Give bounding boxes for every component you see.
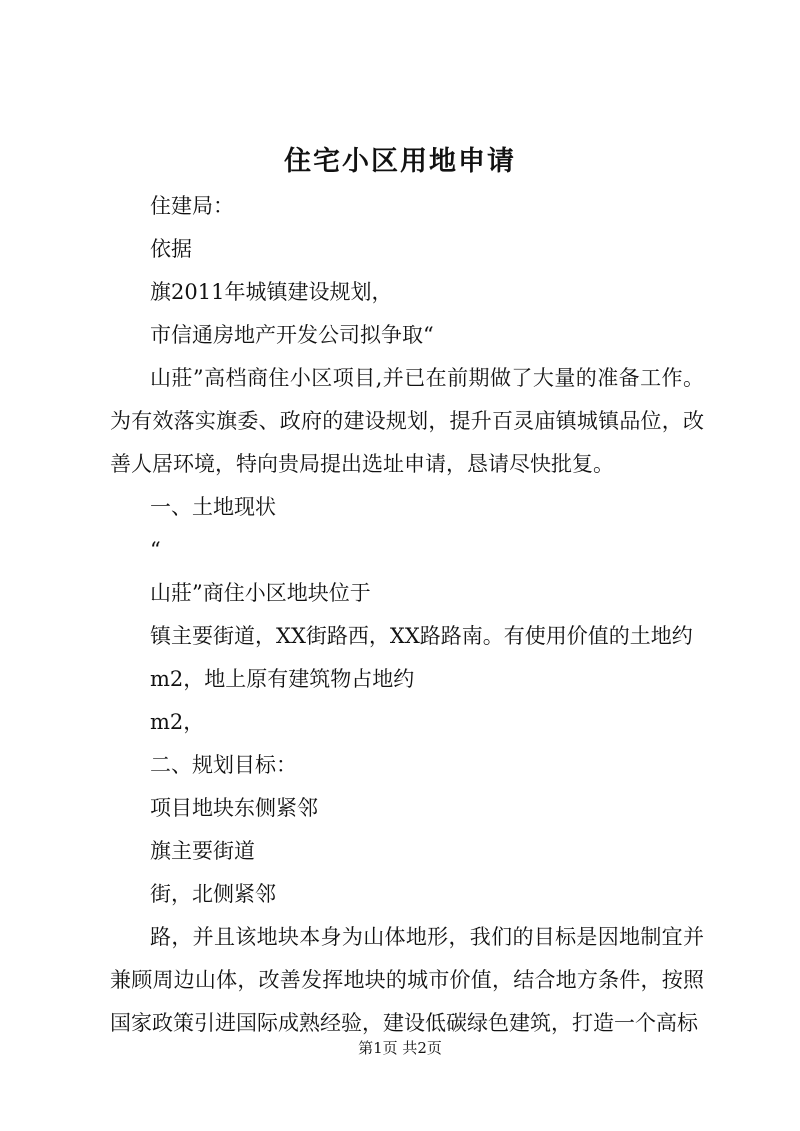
section-heading-land-status: 一、土地现状 [150,495,276,519]
page-footer: 第1页 共2页 [358,1039,442,1057]
paragraph: 路，并且该地块本身为山体地形，我们的目标是因地制宜并兼顾周边山体，改善发挥地块的城市价值，结合地方条件，按照国家政策引进国际成熟经验，建设低碳绿色建筑，打造一个高标 [110,925,704,1035]
paragraph: 旗2011年城镇建设规划， [150,280,393,304]
paragraph: m2， [150,710,205,734]
paragraph: 镇主要街道，XX街路西，XX路路南。有使用价值的土地约 [150,624,693,648]
paragraph-salutation: 住建局： [150,194,234,218]
document-title: 住宅小区用地申请 [284,146,516,177]
paragraph: 街，北侧紧邻 [150,882,276,906]
section-heading-planning-goals: 二、规划目标： [150,753,297,777]
document-body [110,185,704,1045]
paragraph: 旗主要街道 [150,839,255,863]
paragraph: 山莊”商住小区地块位于 [150,581,371,605]
paragraph: 市信通房地产开发公司拟争取“ [150,323,434,347]
paragraph: 依据 [150,237,192,261]
paragraph: m2，地上原有建筑物占地约 [150,667,415,691]
paragraph: 山莊”高档商住小区项目,并已在前期做了大量的准备工作。为有效落实旗委、政府的建设规划，提升百灵庙镇城镇品位，改善人居环境，特向贵局提出选址申请，恳请尽快批复。 [110,366,704,476]
paragraph: “ [150,538,161,562]
paragraph: 项目地块东侧紧邻 [150,796,318,820]
